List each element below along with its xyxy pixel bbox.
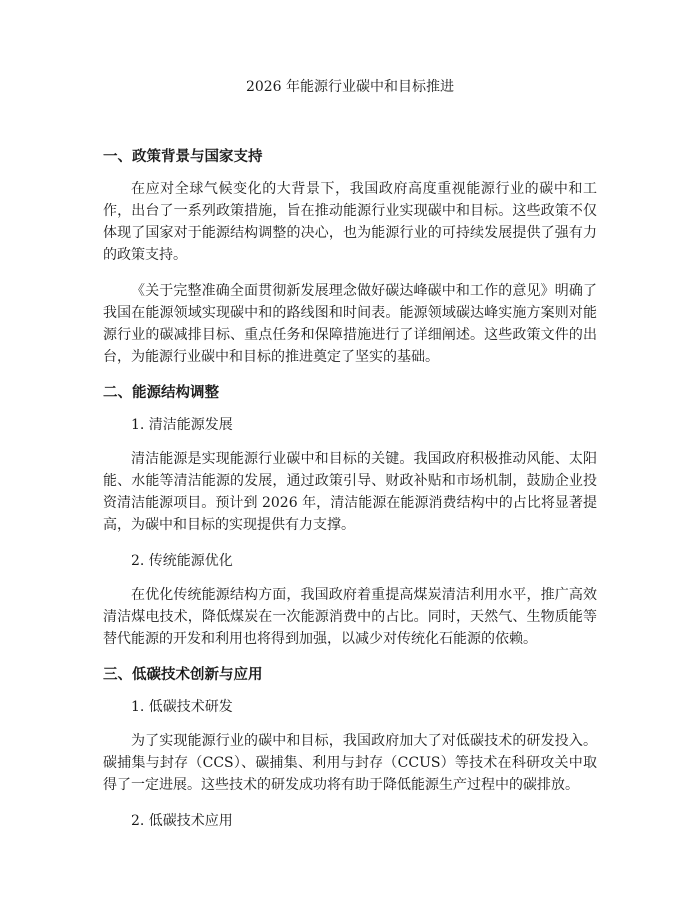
section-heading: 一、政策背景与国家支持: [103, 148, 263, 165]
subsection-heading: 2. 传统能源优化: [131, 553, 233, 569]
paragraph: 清洁能源是实现能源行业碳中和目标的关键。我国政府积极推动风能、太阳能、水能等清洁能源的发展，通过政策引导、财政补贴和市场机制，鼓励企业投资清洁能源项目。预计到 2026 年，清洁能源在能源消费结构中的占比将显著提高，为碳中和目标的实现提供有力支撑。: [103, 451, 597, 533]
paragraph: 在优化传统能源结构方面，我国政府着重提高煤炭清洁利用水平，推广高效清洁煤电技术，降低煤炭在一次能源消费中的占比。同时，天然气、生物质能等替代能源的开发和利用也将得到加强，以减少对传统化石能源的依赖。: [103, 587, 597, 647]
section-policy-background: [103, 146, 597, 368]
paragraph: 《关于完整准确全面贯彻新发展理念做好碳达峰碳中和工作的意见》明确了我国在能源领域实现碳中和的路线图和时间表。能源领域碳达峰实施方案则对能源行业的碳减排目标、重点任务和保障措施进行了详细阐述。这些政策文件的出台，为能源行业碳中和目标的推进奠定了坚实的基础。: [103, 283, 597, 365]
section-low-carbon-tech: [103, 664, 597, 832]
subsection-heading: 1. 清洁能源发展: [131, 417, 233, 433]
subsection-heading: 1. 低碳技术研发: [131, 699, 233, 715]
subsection-heading: 2. 低碳技术应用: [131, 813, 233, 829]
section-energy-structure: [103, 382, 597, 650]
paragraph: 为了实现能源行业的碳中和目标，我国政府加大了对低碳技术的研发投入。碳捕集与封存（CCS）、碳捕集、利用与封存（CCUS）等技术在科研攻关中取得了一定进展。这些技术的研发成功将有助于降低能源生产过程中的碳排放。: [103, 733, 597, 793]
paragraph: 在应对全球气候变化的大背景下，我国政府高度重视能源行业的碳中和工作，出台了一系列政策措施，旨在推动能源行业实现碳中和目标。这些政策不仅体现了国家对于能源结构调整的决心，也为能源行业的可持续发展提供了强有力的政策支持。: [103, 181, 597, 263]
section-heading: 二、能源结构调整: [103, 384, 219, 401]
document-title: 2026 年能源行业碳中和目标推进: [245, 79, 455, 95]
section-heading: 三、低碳技术创新与应用: [103, 666, 263, 683]
